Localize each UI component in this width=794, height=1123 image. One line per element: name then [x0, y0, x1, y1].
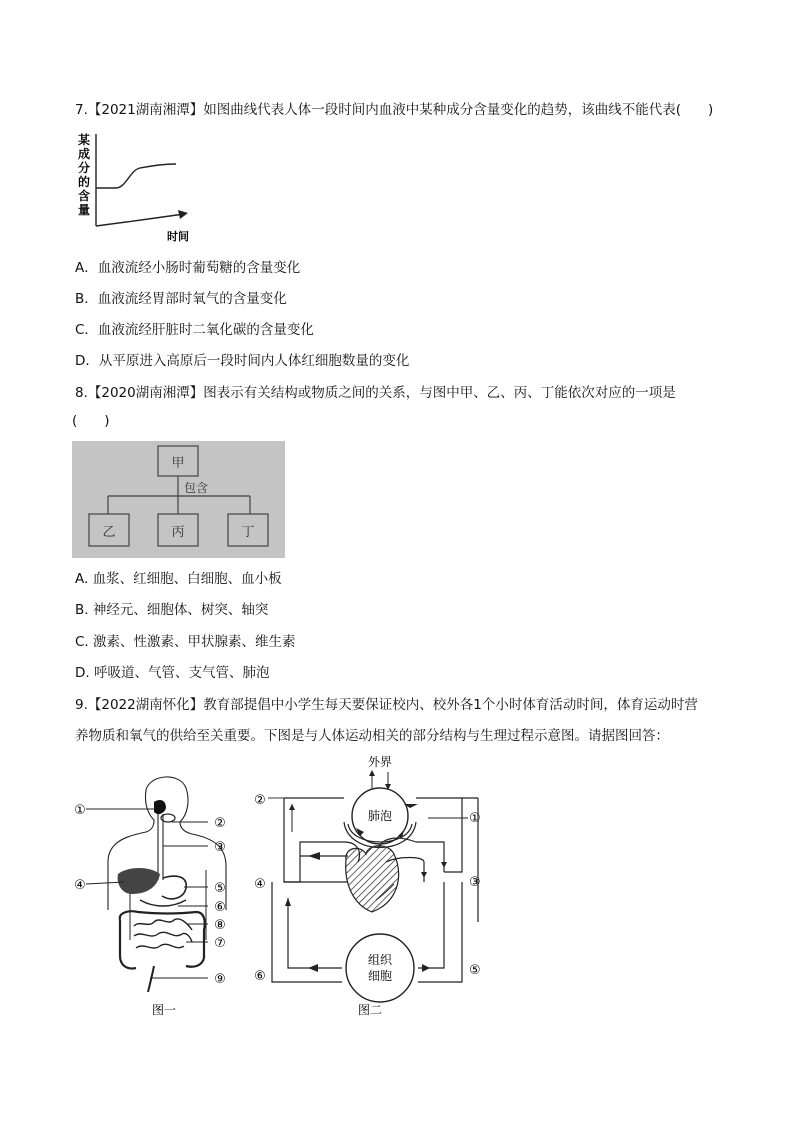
fig1-label: ⑦ — [214, 936, 226, 951]
q9-stem-line1: 9.【2022湖南怀化】教育部提倡中小学生每天要保证校内、校外各1个小时体育活动时间，体育运动时营 — [75, 697, 698, 713]
q7-option-b: B．血液流经胃部时氧气的含量变化 — [75, 291, 287, 307]
q7-curve-graph — [72, 130, 202, 246]
q7-option-c: C．血液流经肝脏时二氧化碳的含量变化 — [75, 322, 314, 338]
q7-option-a: A．血液流经小肠时葡萄糖的含量变化 — [75, 260, 301, 276]
q7-xlabel: 时间 — [167, 230, 189, 243]
q8-option-b: B. 神经元、细胞体、树突、轴突 — [75, 602, 269, 618]
fig1-label: ③ — [214, 840, 226, 855]
fig2-label: ⑤ — [469, 963, 481, 978]
fig1-label: ① — [74, 803, 86, 818]
q7-ylabel-char: 量 — [77, 203, 91, 217]
q8-option-d: D. 呼吸道、气管、支气管、肺泡 — [75, 665, 270, 681]
q7-ylabel-char: 含 — [77, 189, 91, 203]
q8-child-label: 丁 — [241, 525, 255, 540]
liver-icon — [118, 868, 160, 894]
q7-option-d: D．从平原进入高原后一段时间内人体红细胞数量的变化 — [75, 353, 410, 369]
fig2-label: ③ — [469, 875, 481, 890]
fig2-caption: 图二 — [357, 1003, 383, 1017]
fig1-caption: 图一 — [151, 1003, 177, 1017]
q9-figure-1-body — [68, 770, 248, 1020]
tissue-cells-icon — [346, 934, 414, 1002]
q8-hierarchy-diagram — [72, 441, 285, 558]
stomach-icon — [162, 876, 186, 899]
esophagus-icon — [158, 814, 163, 880]
heart-icon — [346, 846, 399, 912]
fig1-label: ⑤ — [214, 881, 226, 896]
q7-trend-curve — [96, 164, 176, 188]
q7-ylabel-char: 成 — [77, 147, 91, 161]
q9-stem-line2: 养物质和氧气的供给至关重要。下图是与人体运动相关的部分结构与生理过程示意图。请据图回答： — [75, 728, 669, 744]
q7-ylabel-char: 分 — [77, 161, 91, 175]
q8-answer-paren: ( ) — [72, 413, 110, 429]
q8-child-label: 丙 — [171, 525, 185, 540]
fig1-label: ⑨ — [214, 972, 226, 987]
q7-x-axis-arrow — [178, 210, 188, 219]
small-intestine-icon — [134, 919, 192, 948]
fig2-label: ⑥ — [254, 969, 266, 984]
fig2-outside-label: 外界 — [367, 755, 393, 769]
fig2-label: ① — [469, 811, 481, 826]
q8-child-label: 乙 — [102, 525, 116, 540]
q8-option-a: A. 血浆、红细胞、白细胞、血小板 — [75, 571, 282, 587]
fig1-label: ② — [214, 816, 226, 831]
q8-relation-label: 包含 — [183, 481, 209, 495]
fig1-label: ⑧ — [214, 918, 226, 933]
fig2-alveolus-label: 肺泡 — [367, 809, 393, 823]
q7-stem: 7.【2021湖南湘潭】如图曲线代表人体一段时间内血液中某种成分含量变化的趋势，该曲线不能代表( ) — [75, 102, 714, 118]
fig2-tissue-label-1: 组织 — [367, 953, 393, 967]
large-intestine-icon — [120, 911, 205, 966]
fig2-tissue-label-2: 细胞 — [367, 969, 393, 983]
q8-stem: 8.【2020湖南湘潭】图表示有关结构或物质之间的关系，与图中甲、乙、丙、丁能依次对应的一项是 — [75, 385, 676, 401]
q9-figure-2-circulation — [248, 752, 488, 1022]
fig1-label: ⑥ — [214, 900, 226, 915]
q7-ylabel-char: 某 — [77, 133, 91, 147]
q7-x-axis — [96, 214, 184, 226]
fig2-label: ② — [254, 793, 266, 808]
q7-ylabel-char: 的 — [77, 175, 91, 189]
fig2-label: ④ — [254, 877, 266, 892]
fig1-label: ④ — [74, 878, 86, 893]
rectum-icon — [148, 966, 154, 992]
q8-box-top-label: 甲 — [171, 456, 185, 471]
q8-option-c: C. 激素、性激素、甲状腺素、维生素 — [75, 634, 296, 650]
pharynx-icon — [154, 800, 166, 814]
pancreas-icon — [140, 900, 186, 906]
